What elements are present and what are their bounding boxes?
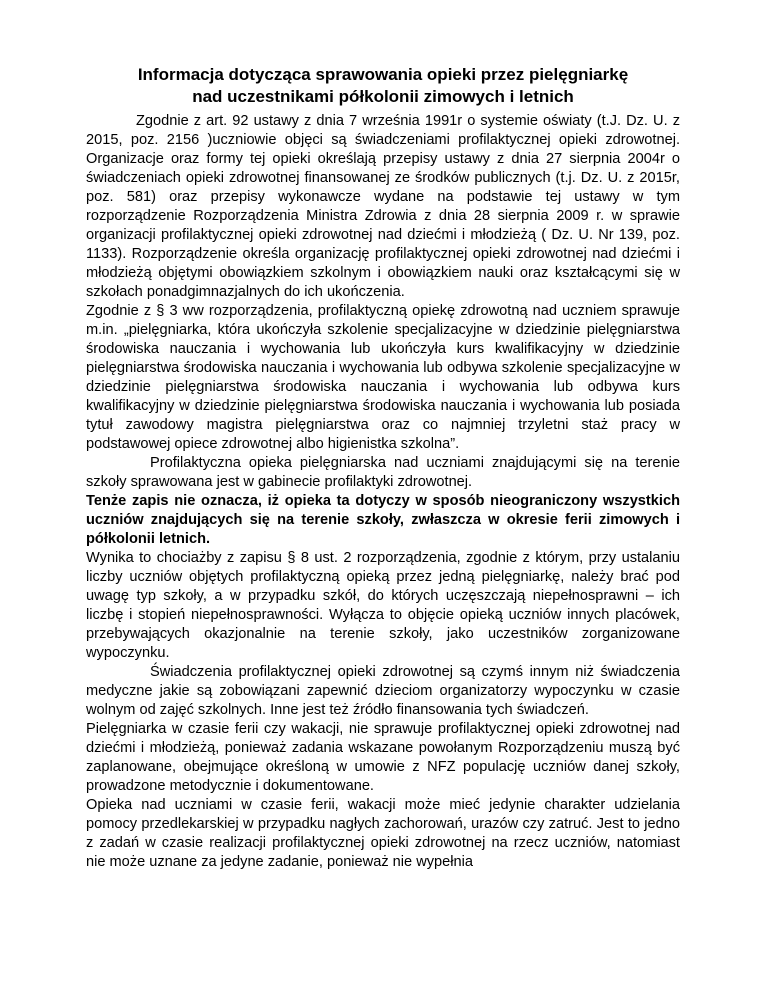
- document-title: [86, 64, 680, 108]
- paragraph-first-aid: Opieka nad uczniami w czasie ferii, wakacji może mieć jedynie charakter udzielania pomocy przedlekarskiej w przypadku nagłych zachorowań, urazów czy zatruć. Jest to jedno z zadań w czasie realizacji profilaktycznej opieki zdrowotnej na rzecz uczniów, natomiast nie może uznane za jedyne zadanie, ponieważ nie wypełnia: [86, 797, 680, 870]
- paragraph-nurse-qualifications: Zgodnie z § 3 ww rozporządzenia, profilaktyczną opiekę zdrowotną nad uczniem sprawuje m.in. „pielęgniarka, która ukończyła szkolenie specjalizacyjne w dziedzinie pielęgniarstwa środowiska nauczania i wychowania lub ukończyła kurs kwalifikacyjny w dziedzinie pielęgniarstwa środowiska nauczania i wychowania lub odbywa szkolenie specjalizacyjne w dziedzinie pielęgniarstwa środowiska nauczania i wychowania lub odbywa kurs kwalifikacyjny w dziedzinie pielęgniarstwa środowiska nauczania i wychowania lub posiada tytuł zawodowy magistra pielęgniarstwa oraz co najmniej trzyletni staż pracy w podstawowej opiece zdrowotnej albo higienistka szkolna”.: [86, 303, 680, 452]
- paragraph-bold-notice: Tenże zapis nie oznacza, iż opieka ta dotyczy w sposób nieograniczony wszystkich uczniów znajdujących się na terenie szkoły, zwłaszcza w okresie ferii zimowych i półkolonii letnich.: [86, 493, 680, 547]
- title-line-2: nad uczestnikami półkolonii zimowych i letnich: [192, 87, 574, 106]
- paragraph-legal-basis: Zgodnie z art. 92 ustawy z dnia 7 września 1991r o systemie oświaty (t.J. Dz. U. z 2015, poz. 2156 )uczniowie objęci są świadczeniami profilaktycznej opieki zdrowotnej. Organizacje oraz formy tej opieki określają przepisy ustawy z dnia 27 sierpnia 2004r o świadczeniach opieki zdrowotnej finansowanej ze środków publicznych (t.j. Dz. U. z 2015r, poz. 581) oraz przepisy wykonawcze wydane na podstawie tej ustawy w tym rozporządzenie Rozporządzenia Ministra Zdrowia z dnia 28 sierpnia 2009 r. w sprawie organizacji profilaktycznej opieki zdrowotnej nad dziećmi i młodzieżą ( Dz. U. Nr 139, poz. 1133). Rozporządzenie określa organizację profilaktycznej opieki zdrowotnej nad dziećmi i młodzieżą objętymi obowiązkiem szkolnym i obowiązkiem nauki oraz kształcącymi się w szkołach ponadgimnazjalnych do ich ukończenia.: [86, 113, 680, 300]
- paragraph-school-care: Profilaktyczna opieka pielęgniarska nad uczniami znajdującymi się na terenie szkoły sprawowana jest w gabinecie profilaktyki zdrowotnej.: [86, 455, 680, 490]
- paragraph-student-count: Wynika to chociażby z zapisu § 8 ust. 2 rozporządzenia, zgodnie z którym, przy ustalaniu liczby uczniów objętych profilaktyczną opieką przez jedną pielęgniarkę, należy brać pod uwagę typ szkoły, a w przypadku szkół, do których uczęszczają niepełnosprawni – ich liczbę i stopień niepełnosprawności. Wyłącza to objęcie opieką uczniów innych placówek, przebywających okazjonalnie na terenie szkoły, jako uczestników zorganizowane wypoczynku.: [86, 550, 680, 661]
- paragraph-medical-services: Świadczenia profilaktycznej opieki zdrowotnej są czymś innym niż świadczenia medyczne jakie są zobowiązani zapewnić dzieciom organizatorzy wypoczynku w czasie wolnym od zajęć szkolnych. Inne jest też źródło finansowania tych świadczeń.: [86, 664, 680, 718]
- paragraph-holiday-nurse: Pielęgniarka w czasie ferii czy wakacji, nie sprawuje profilaktycznej opieki zdrowotnej nad dziećmi i młodzieżą, ponieważ zadania wskazane powołanym Rozporządzeniu muszą być zaplanowane, obejmujące określoną w umowie z NFZ populację uczniów danej szkoły, prowadzone metodycznie i dokumentowane.: [86, 721, 680, 794]
- title-line-1: Informacja dotycząca sprawowania opieki przez pielęgniarkę: [137, 65, 629, 84]
- document-page: [86, 64, 680, 872]
